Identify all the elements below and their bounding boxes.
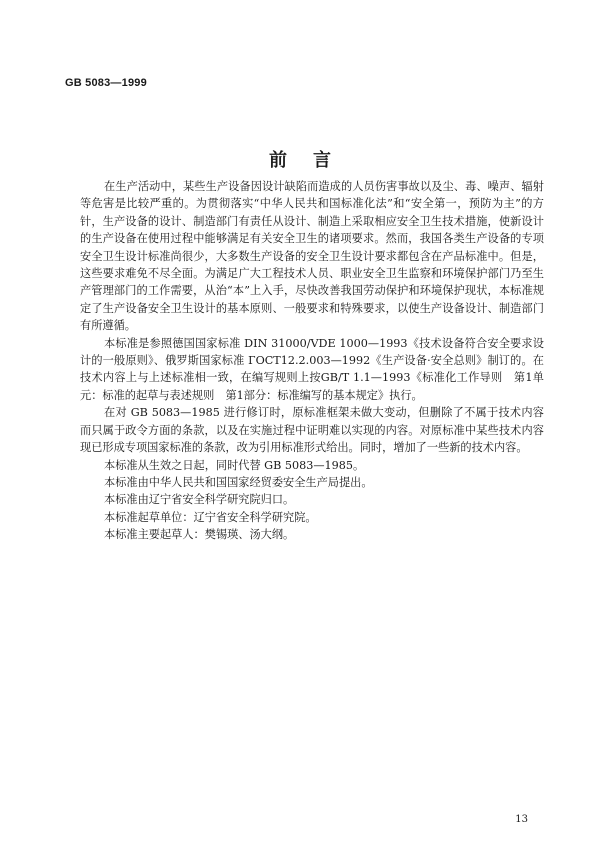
preface-paragraph-1: 在生产活动中，某些生产设备因设计缺陷而造成的人员伤害事故以及尘、毒、噪声、辐射等危害是比较严重的。为贯彻落实“中华人民共和国标准化法”和“安全第一，预防为主”的方针，生产设备的设计、制造部门有责任从设计、制造上采取相应安全卫生技术措施，使新设计的生产设备在使用过程中能够满足有关安全卫生的诸项要求。然而，我国各类生产设备的专项安全卫生设计标准尚很少，大多数生产设备的安全卫生设计要求都包含在产品标准中。但是，这些要求难免不尽全面。为满足广大工程技术人员、职业安全卫生监察和环境保护部门乃至生产管理部门的工作需要，从治“本”上入手，尽快改善我国劳动保护和环境保护现状，本标准规定了生产设备安全卫生设计的基本原则、一般要求和特殊要求，以使生产设备设计、制造部门有所遵循。 <box>80 180 544 333</box>
preface-body <box>80 178 544 544</box>
page-title: 前言 <box>269 150 357 171</box>
preface-paragraph-8: 本标准主要起草人：樊锡瑛、汤大纲。 <box>104 528 295 542</box>
preface-paragraph-6: 本标准由辽宁省安全科学研究院归口。 <box>104 493 295 507</box>
preface-paragraph-3: 在对 GB 5083—1985 进行修订时，原标准框架未做大变动，但删除了不属于技术内容而只属于政令方面的条款，以及在实施过程中证明难以实现的内容。对原标准中某些技术内容现已形成专项国家标准的条款，改为引用标准形式给出。同时，增加了一些新的技术内容。 <box>80 406 544 455</box>
preface-paragraph-4: 本标准从生效之日起，同时代替 GB 5083—1985。 <box>104 458 365 472</box>
preface-paragraph-5: 本标准由中华人民共和国国家经贸委安全生产局提出。 <box>104 475 373 489</box>
document-code: GB 5083—1999 <box>65 77 147 89</box>
preface-paragraph-2: 本标准是参照德国国家标准 DIN 31000/VDE 1000—1993《技术设备符合安全要求设计的一般原则》、俄罗斯国家标准 ГОСТ12.2.003—1992《生产设备·安全总则》制订的。在技术内容上与上述标准相一致，在编写规则上按GB/T 1.1—1993《标准化工作导则 第1单元：标准的起草与表述规则 第1部分：标准编写的基本规定》执行。 <box>80 336 544 402</box>
preface-paragraph-7: 本标准起草单位：辽宁省安全科学研究院。 <box>104 510 317 524</box>
page-number: 13 <box>515 814 528 825</box>
